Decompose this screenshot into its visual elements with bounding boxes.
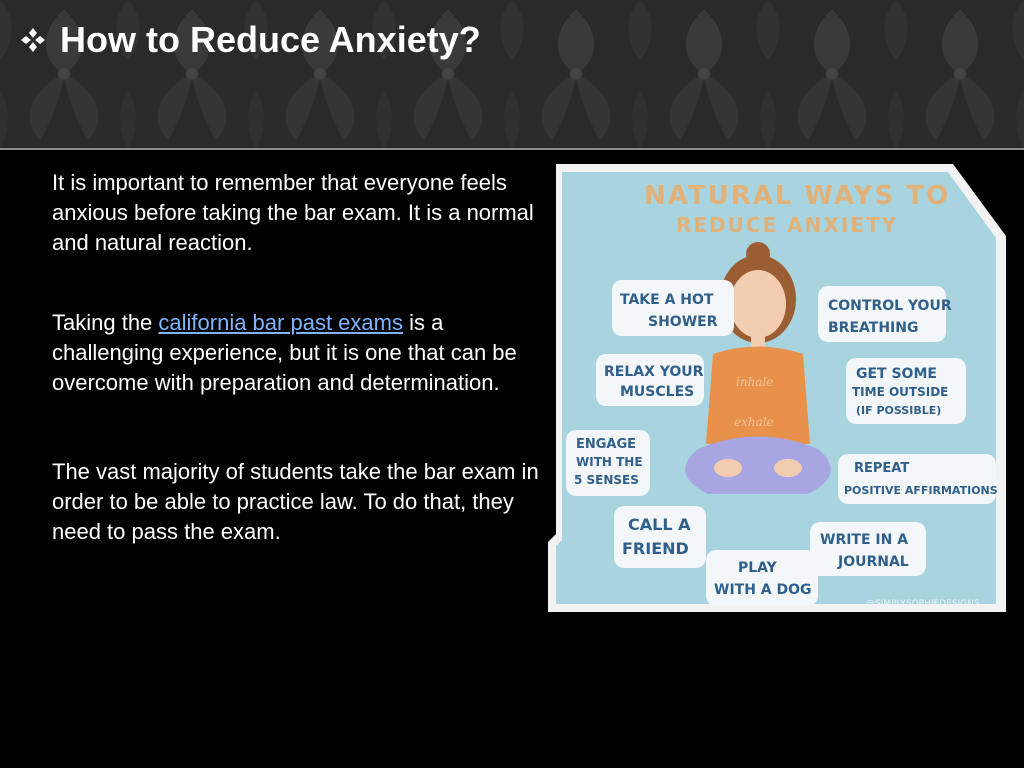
bullet-text-after: is a challenging experience, but it is one that can be overcome with preparation and determination. — [52, 310, 517, 395]
tip-control-breathing-1: CONTROL YOUR — [828, 298, 952, 314]
tip-time-outside-1: GET SOME — [856, 366, 937, 382]
tip-call-friend-2: FRIEND — [622, 539, 689, 558]
bullet-text: The vast majority of students take the bar exam in order to be able to practice law. To do that, they need to pass the exam. — [52, 459, 539, 544]
tip-time-outside-2: TIME OUTSIDE — [852, 385, 949, 399]
slide-header — [0, 0, 1024, 148]
california-bar-past-exams-link[interactable]: california bar past exams — [158, 310, 403, 335]
bullet-text: It is important to remember that everyone feels anxious before taking the bar exam. It is a normal and natural reaction. — [52, 170, 534, 255]
tip-time-outside-3: (IF POSSIBLE) — [856, 404, 942, 417]
check-icon: ✓ — [22, 460, 41, 485]
shirt-text-2: exhale — [734, 415, 774, 429]
bullet-item-3 — [22, 457, 557, 547]
tip-hot-shower-2: SHOWER — [648, 314, 718, 330]
tip-engage-senses-2: WITH THE — [576, 455, 643, 469]
illustration-credit: @SIMPLYSOPHIEDESIGNS — [866, 599, 980, 609]
header-divider — [0, 148, 1024, 150]
heading-line-1: NATURAL WAYS TO — [644, 181, 951, 211]
tip-control-breathing-2: BREATHING — [828, 320, 919, 336]
heading-line-2: REDUCE ANXIETY — [676, 213, 899, 237]
tip-hot-shower-1: TAKE A HOT — [620, 292, 714, 308]
shirt-text-1: inhale — [736, 375, 774, 389]
natural-ways-illustration — [548, 164, 1008, 618]
tip-write-journal-2: JOURNAL — [838, 554, 909, 570]
tip-engage-senses-3: 5 SENSES — [574, 473, 639, 487]
tip-relax-muscles-2: MUSCLES — [620, 384, 695, 400]
tip-affirmations-2: POSITIVE AFFIRMATIONS — [844, 484, 998, 497]
bullet-text-before: Taking the — [52, 310, 159, 335]
check-icon: ✓ — [22, 311, 41, 336]
bullet-item-1 — [22, 168, 557, 258]
tip-play-dog-2: WITH A DOG — [714, 582, 812, 598]
title-bar — [20, 18, 481, 62]
slide-title: How to Reduce Anxiety? — [60, 19, 481, 60]
tip-write-journal-1: WRITE IN A — [820, 532, 909, 548]
check-icon: ✓ — [22, 171, 41, 196]
tip-engage-senses-1: ENGAGE — [576, 437, 637, 452]
bullet-item-2 — [22, 308, 557, 398]
tip-relax-muscles-1: RELAX YOUR — [604, 364, 704, 380]
tip-play-dog-1: PLAY — [738, 560, 777, 576]
tip-affirmations-1: REPEAT — [854, 461, 910, 476]
tip-call-friend-1: CALL A — [628, 515, 691, 534]
diamond-bullet-icon — [20, 27, 46, 53]
